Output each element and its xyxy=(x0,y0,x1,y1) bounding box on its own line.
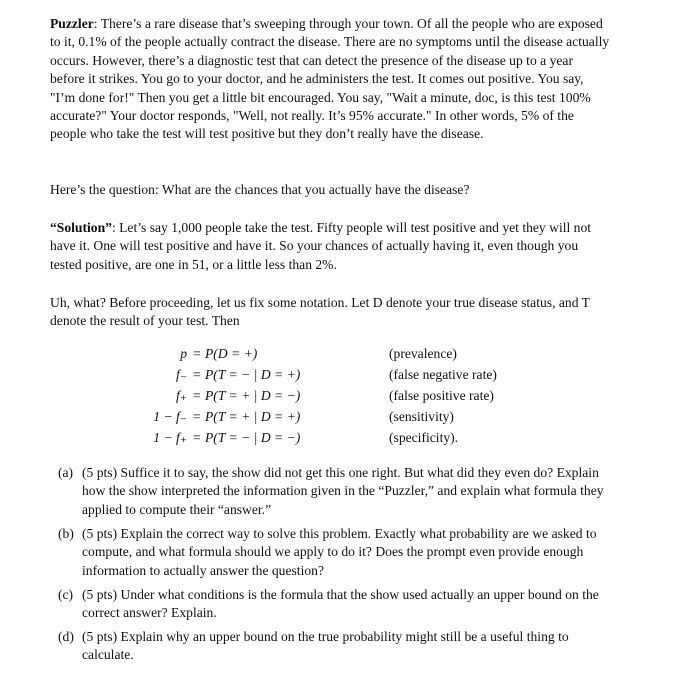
question-paragraph: Here’s the question: What are the chances that you actually have the disease? xyxy=(50,182,470,197)
definition-note: (specificity). xyxy=(389,430,459,445)
question-text: (5 pts) Explain why an upper bound on the true probability might still be a useful thing to calculate. xyxy=(82,629,569,663)
definition-row xyxy=(0,388,684,406)
definition-lhs: 1 − f₋ xyxy=(153,409,187,424)
definition-lhs: 1 − f₊ xyxy=(153,430,187,445)
question-text: (5 pts) Suffice it to say, the show did not get this one right. But what did they even do? Explain how the show interpreted the information given in the “Puzzler,” and explain what formula they applied to compute their “answer.” xyxy=(82,465,604,517)
question-label: (d) xyxy=(58,629,74,644)
definition-row xyxy=(0,346,684,364)
question-label: (b) xyxy=(58,526,74,541)
definition-rhs: P(T = − | D = +) xyxy=(205,367,301,382)
puzzler-body: : There’s a rare disease that’s sweeping through your town. Of all the people who are exposed to it, 0.1% of the people actually contract the disease. There are no symptoms until the disease actually occurs. However, there’s a diagnostic test that can detect the presence of the disease up to a year before it strikes. You go to your doctor, and he administers the test. It comes out positive. You say, "I’m done for!" Then you get a little bit encouraged. You say, "Wait a minute, doc, is this test 100% accurate?" Your doctor responds, "Well, not really. It’s 95% accurate." In other words, 5% of the people who take the test will test positive but they don’t really have the disease. xyxy=(50,16,610,142)
equals-sign: = xyxy=(193,409,201,424)
definition-note: (sensitivity) xyxy=(389,409,454,424)
puzzler-paragraph xyxy=(50,15,610,144)
definition-rhs: P(T = + | D = +) xyxy=(205,409,301,424)
definition-lhs: p xyxy=(180,346,187,361)
definition-lhs: f₋ xyxy=(176,367,187,382)
solution-heading: “Solution” xyxy=(50,220,112,235)
question-text: (5 pts) Under what conditions is the formula that the show used actually an upper bound on the correct answer? Explain. xyxy=(82,587,599,621)
equals-sign: = xyxy=(193,346,201,361)
solution-paragraph xyxy=(50,219,610,274)
definition-note: (false positive rate) xyxy=(389,388,494,403)
puzzler-heading: Puzzler xyxy=(50,16,94,31)
definition-row xyxy=(0,409,684,427)
definition-row xyxy=(0,367,684,385)
definition-rhs: P(T = − | D = −) xyxy=(205,430,301,445)
solution-body: : Let’s say 1,000 people take the test. Fifty people will test positive and yet they will not have it. One will test positive and have it. So your chances of actually having it, even though you tested positive, are one in 51, or a little less than 2%. xyxy=(50,220,592,272)
equals-sign: = xyxy=(193,367,201,382)
question-text: (5 pts) Explain the correct way to solve this problem. Exactly what probability are we asked to compute, and what formula should we apply to do it? Does the prompt even provide enough information to actually answer the question? xyxy=(82,526,597,578)
question-label: (a) xyxy=(58,465,74,480)
definition-row xyxy=(0,430,684,448)
equals-sign: = xyxy=(193,388,201,403)
definition-rhs: P(T = + | D = −) xyxy=(205,388,301,403)
definition-rhs: P(D = +) xyxy=(205,346,258,361)
equals-sign: = xyxy=(193,430,201,445)
notation-intro: Uh, what? Before proceeding, let us fix some notation. Let D denote your true disease status, and T denote the result of your test. Then xyxy=(50,295,590,329)
definition-lhs: f₊ xyxy=(176,388,187,403)
definition-note: (false negative rate) xyxy=(389,367,497,382)
question-label: (c) xyxy=(58,587,74,602)
definition-note: (prevalence) xyxy=(389,346,457,361)
